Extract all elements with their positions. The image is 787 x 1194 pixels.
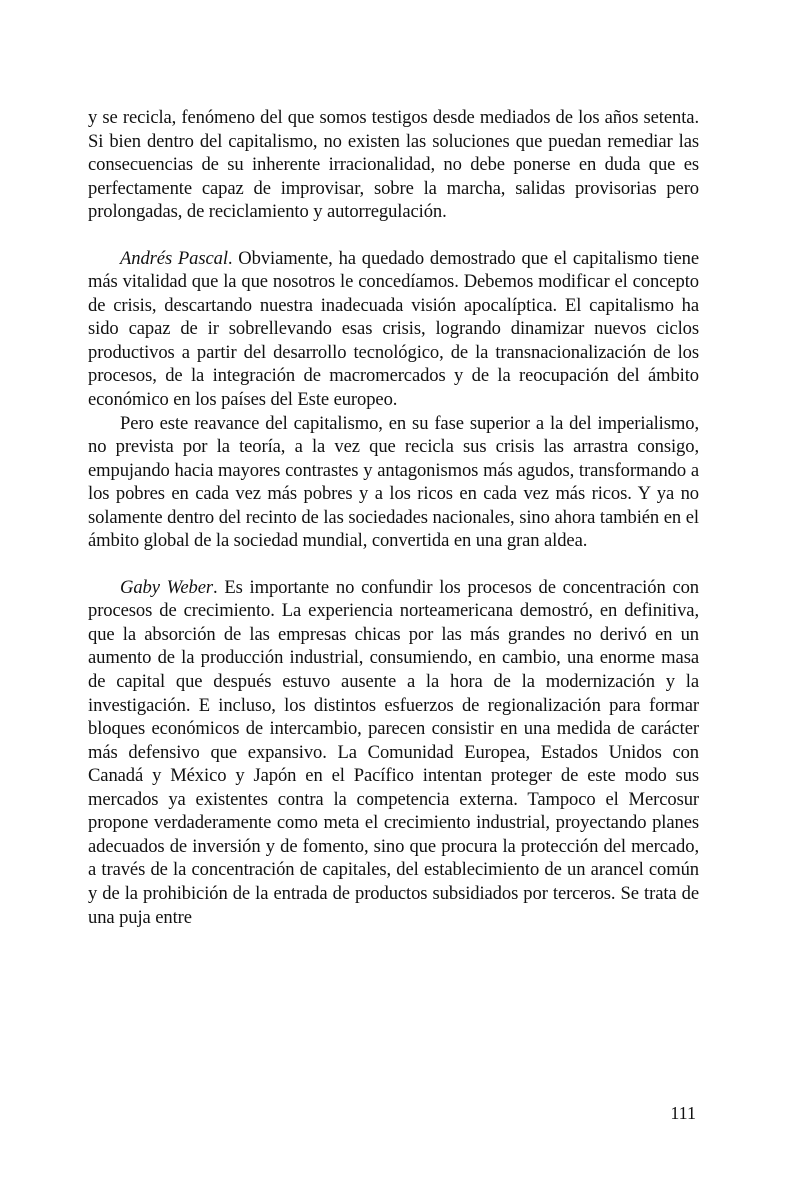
book-page-body <box>88 106 699 929</box>
paragraph-text: . Es importante no confundir los procesos de concentración con procesos de crecimiento. La experiencia norteamericana demostró, en definitiva, que la absorción de las empresas chicas por las más grandes no derivó en un aumento de la producción industrial, consumiendo, en cambio, una enorme masa de capital que después estuvo ausente a la hora de la modernización y la investigación. E incluso, los distintos esfuerzos de regionalización para formar bloques económicos de intercambio, parecen consistir en una medida de carácter más defensivo que expansivo. La Comunidad Europea, Estados Unidos con Canadá y México y Japón en el Pacífico intentan proteger de este modo sus mercados ya existentes contra la competencia externa. Tampoco el Mercosur propone verdaderamente como meta el crecimiento industrial, proyectando planes adecuados de inversión y de fomento, sino que procura la protección del mercado, a través de la concentración de capitales, del establecimiento de un arancel común y de la prohibición de la entrada de productos subsidiados por terceros. Se trata de una puja entre <box>88 576 699 928</box>
speaker-name: Andrés Pascal <box>120 247 228 269</box>
paragraph-spacer <box>88 224 699 247</box>
page-number: 111 <box>670 1103 696 1123</box>
paragraph-gaby-weber <box>88 576 699 929</box>
paragraph-spacer <box>88 553 699 576</box>
paragraph-continuation <box>88 106 699 224</box>
speaker-name: Gaby Weber <box>120 576 213 598</box>
paragraph-text: . Obviamente, ha quedado demostrado que el capitalismo tiene más vitalidad que la que nosotros le concedíamos. Debemos modificar el concepto de crisis, descartando nuestra inadecuada visión apocalíptica. El capitalismo ha sido capaz de ir sobrellevando esas crisis, logrando dinamizar nuevos ciclos productivos a partir del desarrollo tecnológico, de la transnacionalización de los procesos, de la integración de macromercados y de la reocupación del ámbito económico en los países del Este europeo. <box>88 247 699 411</box>
paragraph-reavance <box>88 412 699 553</box>
paragraph-andres-pascal <box>88 247 699 412</box>
paragraph-text: Pero este reavance del capitalismo, en su fase superior a la del imperialismo, no prevista por la teoría, a la vez que recicla sus crisis las arrastra consigo, empujando hacia mayores contrastes y antagonismos más agudos, transformando a los pobres en cada vez más pobres y a los ricos en cada vez más ricos. Y ya no solamente dentro del recinto de las sociedades nacionales, sino ahora también en el ámbito global de la sociedad mundial, convertida en una gran aldea. <box>88 412 699 552</box>
paragraph-text: y se recicla, fenómeno del que somos testigos desde mediados de los años setenta. Si bien dentro del capitalismo, no existen las soluciones que puedan remediar las consecuencias de su inherente irracionalidad, no debe ponerse en duda que es perfectamente capaz de improvisar, sobre la marcha, salidas provisorias pero prolongadas, de reciclamiento y autorregulación. <box>88 107 699 223</box>
